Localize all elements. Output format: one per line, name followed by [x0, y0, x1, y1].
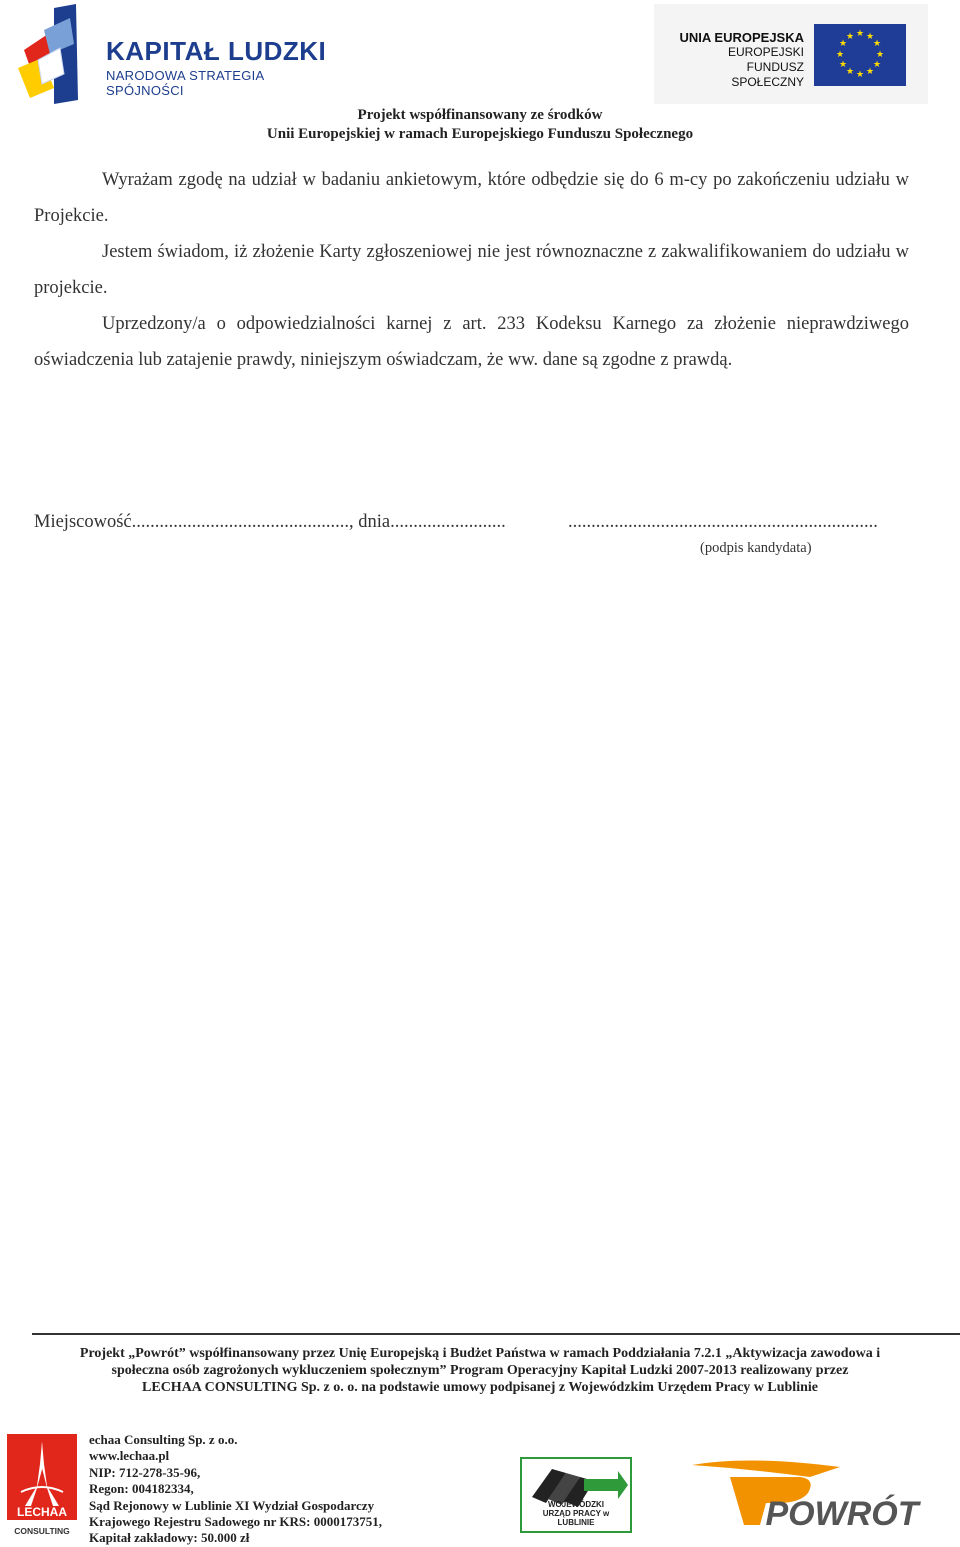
- wup-line-1: WOJEWÓDZKI: [548, 1500, 604, 1509]
- eu-line-3: FUNDUSZ SPOŁECZNY: [731, 60, 804, 89]
- svg-text:★: ★: [845, 67, 855, 77]
- place-date-field[interactable]: Miejscowość..............................................., dnia.........................: [34, 512, 506, 532]
- consent-paragraph: Wyrażam zgodę na udział w badaniu ankietowym, które odbędzie się do 6 m-cy po zakończeniu udziału w Projekcie.: [34, 170, 909, 226]
- company-line: Krajowego Rejestru Sadowego nr KRS: 0000173751,: [89, 1514, 382, 1530]
- svg-text:★: ★: [838, 39, 848, 49]
- powrot-logo-icon: [690, 1455, 930, 1533]
- wup-lublin-logo: [520, 1457, 632, 1533]
- svg-text:★: ★: [875, 50, 885, 60]
- footer-line-3: LECHAA CONSULTING Sp. z o. o. na podstawie umowy podpisanej z Wojewódzkim Urzędem Pracy w Lublinie: [142, 1380, 818, 1395]
- company-website-link[interactable]: www.lechaa.pl: [89, 1448, 170, 1464]
- company-line: Regon: 004182334,: [89, 1481, 194, 1497]
- signature-field[interactable]: ...................................................................: [568, 512, 878, 532]
- kapital-ludzki-emblem-icon: [14, 4, 104, 108]
- lechaa-logo: [7, 1434, 77, 1538]
- kapital-ludzki-logo: [14, 4, 344, 108]
- eu-line-1: UNIA EUROPEJSKA: [679, 30, 804, 45]
- svg-text:★: ★: [855, 70, 865, 80]
- company-line: echaa Consulting Sp. z o.o.: [89, 1432, 238, 1447]
- company-line: Sąd Rejonowy w Lublinie XI Wydział Gospodarczy: [89, 1497, 375, 1513]
- eu-flag-icon: [814, 24, 906, 86]
- kapital-ludzki-subtitle: NARODOWA STRATEGIA SPÓJNOŚCI: [106, 68, 264, 98]
- cofunding-line-2: Unii Europejskiej w ramach Europejskiego Funduszu Społecznego: [266, 126, 694, 142]
- svg-text:★: ★: [845, 32, 855, 42]
- eu-logo: [654, 4, 928, 104]
- kapital-ludzki-title: KAPITAŁ LUDZKI: [106, 36, 327, 66]
- powrot-logo: [690, 1455, 930, 1533]
- footer-line-1: Projekt „Powrót” współfinansowany przez Unię Europejską i Budżet Państwa w ramach Poddziałania 7.2.1 „Aktywizacja zawodowa i: [79, 1346, 881, 1361]
- footer-line-2: społeczna osób zagrożonych wykluczeniem społecznym” Program Operacyjny Kapitał Ludzki 2007-2013 realizowany przez: [111, 1363, 849, 1378]
- powrot-wordmark: POWRÓT: [765, 1495, 919, 1533]
- eu-line-2: EUROPEJSKI: [727, 45, 804, 59]
- cofunding-line-1: Projekt współfinansowany ze środków: [357, 107, 603, 123]
- lechaa-sub: CONSULTING: [14, 1526, 70, 1536]
- svg-text:★: ★: [865, 32, 875, 42]
- wup-logo-text: [526, 1500, 626, 1527]
- cofunding-note: [0, 106, 960, 144]
- wup-line-2: URZĄD PRACY w LUBLINIE: [542, 1509, 610, 1527]
- svg-text:★: ★: [872, 39, 882, 49]
- lechaa-name: LECHAA: [17, 1505, 67, 1519]
- svg-text:★: ★: [835, 50, 845, 60]
- lechaa-logo-icon: [7, 1434, 77, 1538]
- svg-text:★: ★: [838, 60, 848, 70]
- company-line: Kapitał zakładowy: 50.000 zł: [89, 1530, 250, 1546]
- svg-text:★: ★: [865, 67, 875, 77]
- awareness-paragraph: Jestem świadom, iż złożenie Karty zgłoszeniowej nie jest równoznaczne z zakwalifikowaniem do udziału w projekcie.: [34, 242, 909, 298]
- eu-logo-text: [672, 30, 804, 90]
- footer-project-note: [20, 1345, 940, 1396]
- company-line: NIP: 712-278-35-96,: [89, 1464, 201, 1480]
- svg-text:★: ★: [855, 29, 865, 39]
- company-details: [89, 1432, 382, 1547]
- svg-text:★: ★: [872, 60, 882, 70]
- signature-caption: (podpis kandydata): [700, 540, 812, 556]
- liability-paragraph: Uprzedzony/a o odpowiedzialności karnej z art. 233 Kodeksu Karnego za złożenie nieprawdziwego oświadczenia lub zatajenie prawdy, niniejszym oświadczam, że ww. dane są zgodne z prawdą.: [34, 314, 909, 370]
- footer-divider: [32, 1333, 960, 1335]
